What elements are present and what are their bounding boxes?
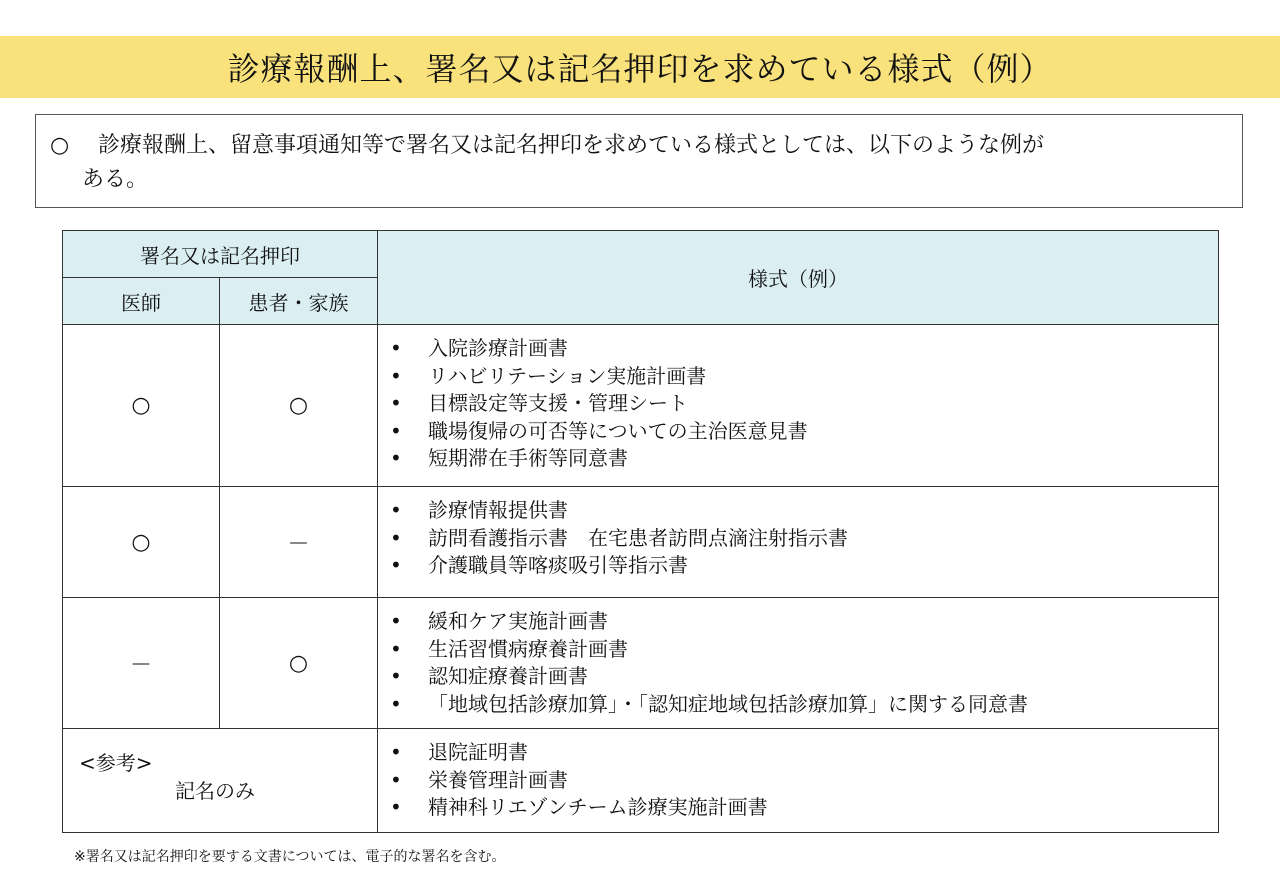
form-name: 退院証明書 <box>428 740 528 764</box>
header-doctor: 医師 <box>63 278 220 325</box>
reference-sub: 記名のみ <box>175 779 255 803</box>
bullet-dot: • <box>390 609 402 633</box>
bullet-dot: • <box>390 363 402 388</box>
forms-cell <box>378 325 1219 487</box>
header-forms: 様式（例） <box>378 231 1219 325</box>
forms-cell <box>378 598 1219 729</box>
doctor-mark: ○ <box>63 487 220 598</box>
list-item <box>388 739 1218 767</box>
list-item <box>388 335 1218 363</box>
table-row <box>63 325 1219 487</box>
patient-mark: － <box>220 487 378 598</box>
doctor-mark: ○ <box>63 325 220 487</box>
form-name: 精神科リエゾンチーム診療実施計画書 <box>428 795 768 819</box>
reference-cell <box>63 729 378 833</box>
forms-cell <box>378 729 1219 833</box>
footnote: ※署名又は記名押印を要する文書については、電子的な署名を含む。 <box>74 849 506 865</box>
forms-cell <box>378 487 1219 598</box>
list-item <box>388 445 1218 473</box>
bullet-dot: • <box>390 446 402 470</box>
form-name: 介護職員等喀痰吸引等指示書 <box>428 553 688 577</box>
bullet-dot: • <box>390 336 402 360</box>
list-item <box>388 390 1218 418</box>
bullet-dot: • <box>390 525 402 550</box>
list-item <box>388 552 1218 580</box>
list-item <box>388 525 1218 553</box>
bullet-dot: • <box>390 553 402 577</box>
intro-line-1: 診療報酬上、留意事項通知等で署名又は記名押印を求めている様式としては、以下のような例が <box>98 133 1045 158</box>
forms-list <box>388 497 1218 580</box>
table-row <box>63 598 1219 729</box>
forms-list <box>388 608 1218 718</box>
form-name: 「地域包括診療加算」・「認知症地域包括診療加算」に関する同意書 <box>428 691 1028 716</box>
form-name: 診療情報提供書 <box>428 498 568 522</box>
form-name: 目標設定等支援・管理シート <box>428 391 688 415</box>
form-name: リハビリテーション実施計画書 <box>428 363 707 388</box>
bullet-dot: • <box>390 391 402 415</box>
list-item <box>388 608 1218 636</box>
patient-mark: ○ <box>220 598 378 729</box>
list-item <box>388 663 1218 691</box>
bullet-dot: • <box>390 636 402 661</box>
bullet-dot: • <box>390 691 402 716</box>
reference-label: <参考> <box>79 751 153 775</box>
form-name: 入院診療計画書 <box>428 336 568 360</box>
forms-list <box>388 739 1218 822</box>
doctor-mark: － <box>63 598 220 729</box>
form-name: 栄養管理計画書 <box>428 767 568 792</box>
form-name: 生活習慣病療養計画書 <box>428 636 628 661</box>
list-item <box>388 363 1218 391</box>
title-bar <box>0 36 1280 98</box>
list-item <box>388 691 1218 719</box>
list-item <box>388 636 1218 664</box>
list-item <box>388 418 1218 446</box>
form-name: 職場復帰の可否等についての主治医意見書 <box>428 418 808 443</box>
table-row <box>63 487 1219 598</box>
form-name: 訪問看護指示書 在宅患者訪問点滴注射指示書 <box>428 525 848 550</box>
form-name: 緩和ケア実施計画書 <box>428 609 608 633</box>
bullet-dot: • <box>390 767 402 792</box>
header-signature-group: 署名又は記名押印 <box>63 231 378 278</box>
page-title: 診療報酬上、署名又は記名押印を求めている様式（例） <box>227 50 1053 88</box>
list-item <box>388 497 1218 525</box>
intro-line-2: ある。 <box>82 167 149 192</box>
forms-list <box>388 335 1218 473</box>
form-name: 認知症療養計画書 <box>428 664 588 688</box>
intro-bullet: ○ <box>50 133 70 158</box>
reference-row <box>63 729 1219 833</box>
bullet-dot: • <box>390 740 402 764</box>
bullet-dot: • <box>390 795 402 819</box>
bullet-dot: • <box>390 498 402 522</box>
bullet-dot: • <box>390 664 402 688</box>
bullet-dot: • <box>390 418 402 443</box>
header-patient-family: 患者・家族 <box>220 278 378 325</box>
forms-table <box>62 230 1219 833</box>
form-name: 短期滞在手術等同意書 <box>428 446 628 470</box>
patient-mark: ○ <box>220 325 378 487</box>
list-item <box>388 794 1218 822</box>
list-item <box>388 767 1218 795</box>
intro-box <box>35 114 1243 208</box>
